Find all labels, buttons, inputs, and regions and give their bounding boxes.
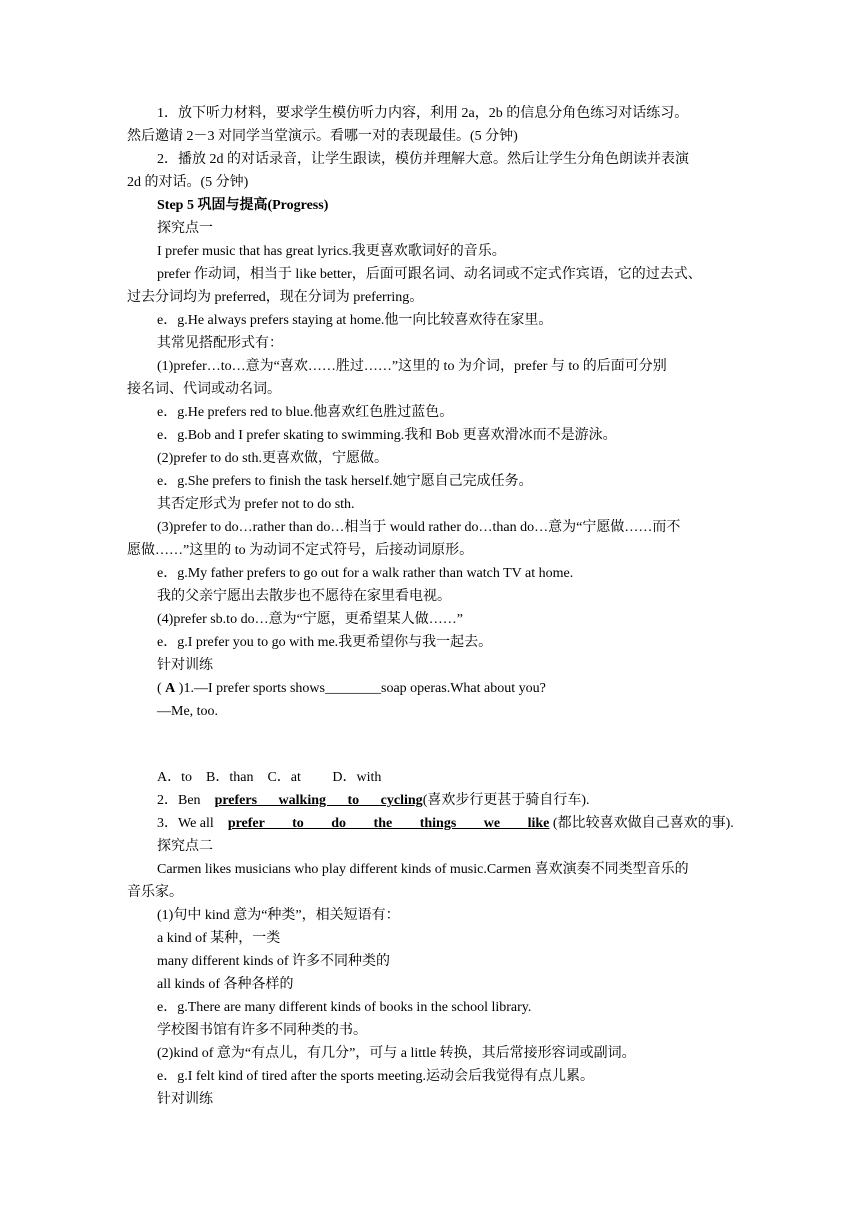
question-3 — [157, 814, 734, 834]
text-line: 然后邀请 2－3 对同学当堂演示。看哪一对的表现最佳。(5 分钟) — [127, 129, 518, 144]
text-line: e．g.Bob and I prefer skating to swimming.我和 Bob 更喜欢滑冰而不是游泳。 — [157, 428, 617, 443]
text-line: a kind of 某种，一类 — [157, 931, 281, 946]
text-line: e．g.I prefer you to go with me.我更希望你与我一起去。 — [157, 635, 493, 650]
text-line: (4)prefer sb.to do…意为“宁愿，更希望某人做……” — [157, 612, 464, 627]
question-1-options: A．to B．than C．at D．with — [157, 770, 382, 785]
question-2 — [157, 791, 590, 811]
question-1-text: )1.—I prefer sports shows________soap operas.What about you? — [175, 681, 546, 696]
text-line: e．g.He always prefers staying at home.他一向比较喜欢待在家里。 — [157, 313, 553, 328]
text-line: 音乐家。 — [127, 885, 183, 900]
question-3-suffix: (都比较喜欢做自己喜欢的事). — [549, 816, 734, 831]
practice-heading: 针对训练 — [157, 1092, 213, 1107]
text-line: 愿做……”这里的 to 为动词不定式符号，后接动词原形。 — [127, 543, 474, 558]
question-2-prefix: 2．Ben — [157, 793, 215, 808]
subsection-heading: 探究点二 — [157, 839, 213, 854]
text-line: 2d 的对话。(5 分钟) — [127, 175, 249, 190]
text-line: many different kinds of 许多不同种类的 — [157, 954, 391, 969]
text-line: prefer 作动词，相当于 like better，后面可跟名词、动名词或不定式作宾语，它的过去式、 — [157, 267, 702, 282]
text-line: (1)prefer…to…意为“喜欢……胜过……”这里的 to 为介词，prefer 与 to 的后面可分别 — [157, 359, 667, 374]
question-3-answer: prefer to do the things we like — [227, 816, 550, 831]
text-line: (2)kind of 意为“有点儿，有几分”，可与 a little 转换，其后常接形容词或副词。 — [157, 1046, 636, 1061]
question-2-answer: prefers walking to cycling — [214, 793, 423, 808]
text-line: (3)prefer to do…rather than do…相当于 would rather do…than do…意为“宁愿做……而不 — [157, 520, 681, 535]
question-1-answer: A — [165, 681, 176, 696]
question-1 — [157, 679, 546, 699]
subsection-heading: 探究点一 — [157, 221, 213, 236]
question-open: ( — [157, 681, 166, 696]
text-line: Carmen likes musicians who play different kinds of music.Carmen 喜欢演奏不同类型音乐的 — [157, 862, 689, 877]
question-3-prefix: 3．We all — [157, 816, 228, 831]
text-line: all kinds of 各种各样的 — [157, 977, 294, 992]
text-line: 我的父亲宁愿出去散步也不愿待在家里看电视。 — [157, 589, 451, 604]
text-line: e．g.There are many different kinds of books in the school library. — [157, 1000, 532, 1015]
text-line: 接名词、代词或动名词。 — [127, 382, 281, 397]
text-line: 2．播放 2d 的对话录音，让学生跟读，模仿并理解大意。然后让学生分角色朗读并表演 — [157, 152, 689, 167]
text-line: I prefer music that has great lyrics.我更喜欢歌词好的音乐。 — [157, 244, 506, 259]
practice-heading: 针对训练 — [157, 658, 213, 673]
text-line: e．g.She prefers to finish the task herself.她宁愿自己完成任务。 — [157, 474, 533, 489]
text-line: 其否定形式为 prefer not to do sth. — [157, 497, 355, 512]
text-line: 学校图书馆有许多不同种类的书。 — [157, 1023, 367, 1038]
question-2-suffix: (喜欢步行更甚于骑自行车). — [422, 793, 590, 808]
text-line: (1)句中 kind 意为“种类”，相关短语有： — [157, 908, 400, 923]
section-heading: Step 5 巩固与提高(Progress) — [157, 198, 329, 213]
text-line: 其常见搭配形式有： — [157, 336, 283, 351]
text-line: 过去分词均为 preferred，现在分词为 preferring。 — [127, 290, 424, 305]
question-1-reply: —Me, too. — [157, 704, 219, 719]
text-line: e．g.I felt kind of tired after the sports meeting.运动会后我觉得有点儿累。 — [157, 1069, 595, 1084]
text-line: (2)prefer to do sth.更喜欢做，宁愿做。 — [157, 451, 388, 466]
text-line: e．g.He prefers red to blue.他喜欢红色胜过蓝色。 — [157, 405, 454, 420]
text-line: e．g.My father prefers to go out for a walk rather than watch TV at home. — [157, 566, 574, 581]
text-line: 1．放下听力材料，要求学生模仿听力内容，利用 2a，2b 的信息分角色练习对话练习。 — [157, 106, 689, 121]
